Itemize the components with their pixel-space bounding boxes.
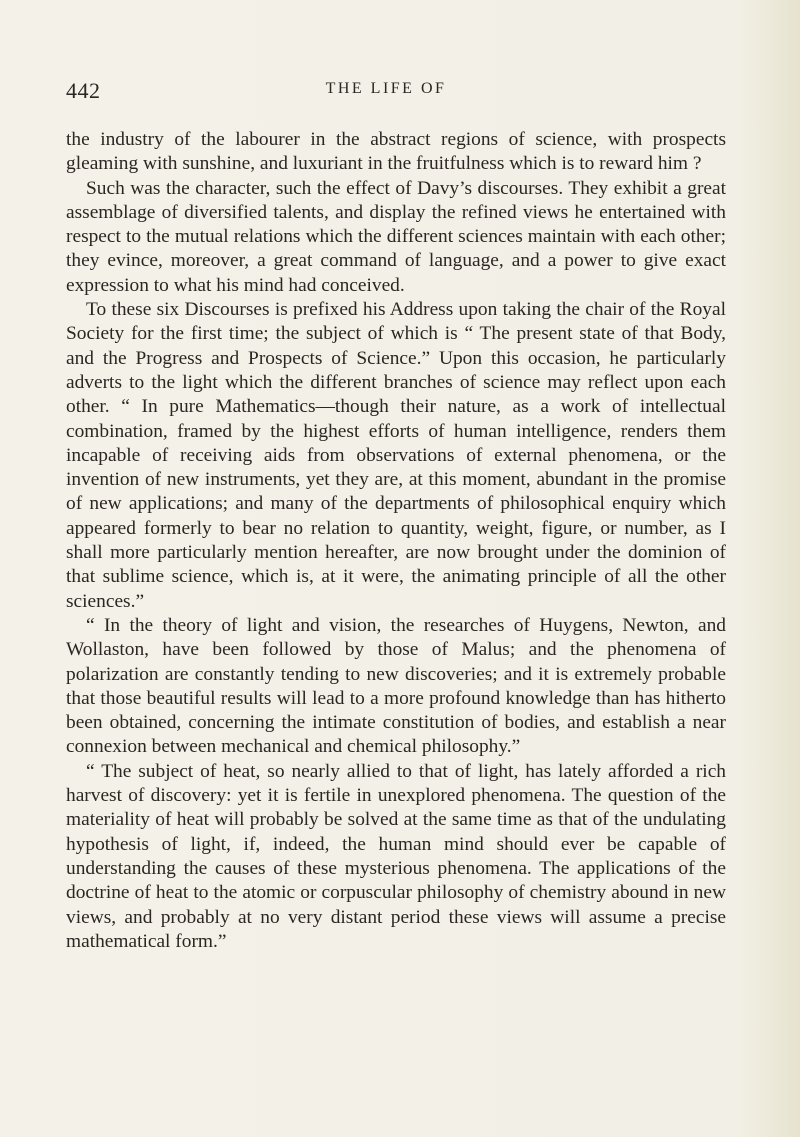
page-header <box>66 78 706 106</box>
paragraph: To these six Discourses is prefixed his Address upon taking the chair of the Royal Society for the first time; the subject of which is “ The present state of that Body, and the Progress and Prospects of Science.” Upon this occasion, he particularly adverts to the light which the different branches of science may reflect upon each other. “ In pure Mathematics—though their nature, as a work of intellectual combination, framed by the highest efforts of human intelligence, renders them incapable of receiving aids from observations of external phenomena, or the invention of new instruments, yet they are, at this moment, abundant in the promise of new applications; and many of the departments of philosophical enquiry which appeared formerly to bear no relation to quantity, weight, figure, or number, as I shall more particularly mention hereafter, are now brought under the dominion of that sublime science, which is, at it were, the animating principle of all the other sciences.” <box>66 299 726 612</box>
running-head: THE LIFE OF <box>325 80 447 97</box>
body-text <box>66 128 726 954</box>
paragraph: Such was the character, such the effect of Davy’s discourses. They exhibit a great assemblage of diversified talents, and display the refined views he entertained with respect to the mutual relations which the different sciences maintain with each other; they evince, moreover, a great command of language, and a power to give exact expression to what his mind had conceived. <box>66 177 726 296</box>
paragraph: “ In the theory of light and vision, the researches of Huygens, Newton, and Wollaston, have been followed by those of Malus; and the phenomena of polarization are constantly tending to new discoveries; and it is extremely probable that those beautiful results will lead to a more profound knowledge than has hitherto been obtained, concerning the intimate constitution of bodies, and establish a near connexion between mechanical and chemical philosophy.” <box>66 614 726 758</box>
paragraph: the industry of the labourer in the abstract regions of science, with prospects gleaming with sunshine, and luxuriant in the fruitfulness which is to reward him ? <box>66 129 726 175</box>
paragraph: “ The subject of heat, so nearly allied to that of light, has lately afforded a rich harvest of discovery: yet it is fertile in unexplored phenomena. The question of the materiality of heat will probably be solved at the same time as that of the undulating hypothesis of light, if, indeed, the human mind should ever be capable of understanding the causes of these mysterious phenomena. The applications of the doctrine of heat to the atomic or corpuscular philosophy of chemistry abound in new views, and probably at no very distant period these views will assume a precise mathematical form.” <box>66 760 726 952</box>
page-number: 442 <box>66 78 101 103</box>
